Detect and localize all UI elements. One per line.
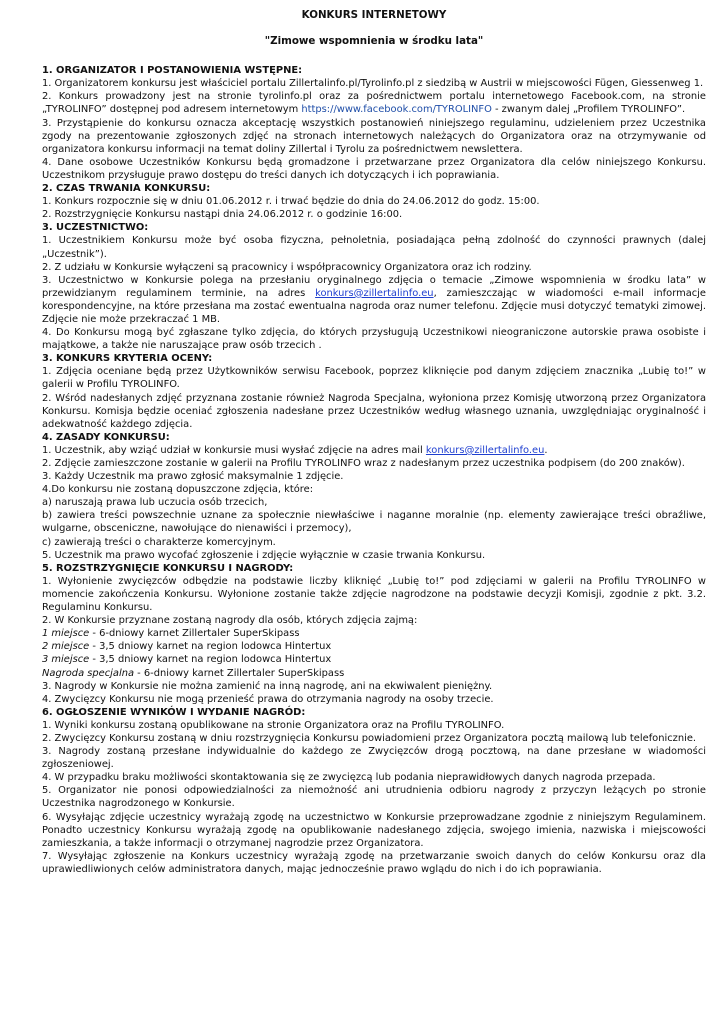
prize-place: 2 miejsce <box>42 641 90 653</box>
prize-place: 3 miejsce <box>42 654 90 666</box>
section-heading-results-prizes: 5. ROZSTRZYGNIĘCIE KONKURSU I NAGRODY: <box>42 562 294 574</box>
paragraph: 3. Przystąpienie do konkursu oznacza akceptację wszystkich postanowień niniejszego regulaminu, udzieleniem przez Uczestnika zgody na prezentowanie zgłoszonych zdjęć na stronach internetowych należących do Organizatora oraz na otrzymywanie od organizatora konkursu informacji na temat doliny Zillertal i Tyrolu za pośrednictwem newslettera. <box>42 117 706 155</box>
section-heading-announcement: 6. OGŁOSZENIE WYNIKÓW I WYDANIE NAGRÓD: <box>42 706 306 718</box>
paragraph: 1. Organizatorem konkursu jest właściciel portalu Zillertalinfo.pl/Tyrolinfo.pl z siedzibą w Austrii w miejscowości Fügen, Giessenweg 1. <box>42 78 704 90</box>
facebook-link[interactable]: https://www.facebook.com/TYROLINFO <box>301 104 492 116</box>
paragraph <box>42 90 706 116</box>
paragraph-text: 1. Uczestnik, aby wziąć udział w konkursie musi wysłać zdjęcie na adres mail <box>42 444 426 456</box>
paragraph-text: 2. Konkurs prowadzony jest na stronie tyrolinfo.pl oraz za pośrednictwem portalu internetowego Facebook.com, na stronie „TYROLINFO” dostępnej pod adresem internetowym <box>42 91 706 116</box>
paragraph-text: , zamieszczając w wiadomości e-mail informacje korespondencyjne, na które przesłana ma zostać ewentualna nagroda oraz numer telefonu. Zdjęcie musi dotyczyć tematyki zimowej. Zdjęcie nie może przekraczać 1 MB. <box>42 287 706 325</box>
paragraph: 5. Organizator nie ponosi odpowiedzialności za niemożność ani utrudnienia odbioru nagrody z przyczyn leżących po stronie Uczestnika nagrodzonego w Konkursie. <box>42 785 706 810</box>
paragraph: 1. Zdjęcia oceniane będą przez Użytkowników serwisu Facebook, poprzez kliknięcie pod danym zdjęciem znacznika „Lubię to!” w galerii w Profilu TYROLINFO. <box>42 366 706 391</box>
paragraph: 4. Do Konkursu mogą być zgłaszane tylko zdjęcia, do których przysługują Uczestnikowi nieograniczone autorskie prawa osobiste i majątkowe, a także nie naruszające praw osób trzecich . <box>42 327 706 352</box>
prize-desc: - 3,5 dniowy karnet na region lodowca Hintertux <box>89 654 332 666</box>
paragraph: 5. Uczestnik ma prawo wycofać zgłoszenie i zdjęcie wyłącznie w czasie trwania Konkursu. <box>42 549 486 561</box>
paragraph: 4. W przypadku braku możliwości skontaktowania się ze zwycięzcą lub podania nieprawidłowych danych nagroda przepada. <box>42 772 656 784</box>
paragraph: a) naruszają prawa lub uczucia osób trzecich, <box>42 497 268 509</box>
paragraph: 2. W Konkursie przyznane zostaną nagrody dla osób, których zdjęcia zajmą: <box>42 615 418 627</box>
paragraph: 4. Dane osobowe Uczestników Konkursu będą gromadzone i przetwarzane przez Organizatora dla celów niniejszego Konkursu. Uczestnikom przysługuje prawo dostępu do treści danych ich dotyczących i ich poprawiania. <box>42 156 706 181</box>
prize-place: 1 miejsce <box>42 628 90 640</box>
paragraph: 2. Zwycięzcy Konkursu zostaną w dniu rozstrzygnięcia Konkursu powiadomieni przez Organizatora pocztą mailową lub telefonicznie. <box>42 732 697 744</box>
paragraph: 4.Do konkursu nie zostaną dopuszczone zdjęcia, które: <box>42 484 314 496</box>
section-heading-criteria: 3. KONKURS KRYTERIA OCENY: <box>42 353 213 365</box>
paragraph: 2. Wśród nadesłanych zdjęć przyznana zostanie również Nagroda Specjalna, wyłoniona przez Komisję utworzoną przez Organizatora Konkursu. Komisja będzie oceniać zgłoszenia nadesłane przez Uczestników według własnego uznania, uwzględniając oryginalność i adekwatność każdego zdjęcia. <box>42 392 706 430</box>
paragraph: 6. Wysyłając zdjęcie uczestnicy wyrażają zgodę na uczestnictwo w Konkursie przeprowadzane zgodnie z niniejszym Regulaminem. Ponadto uczestnicy Konkursu wyrażają zgodę na opublikowanie nadesłanego zdjęcia, swojego imienia, nazwiska i miejscowości zamieszkania, a także informacji o otrzymanej nagrodzie przez Organizatora. <box>42 811 706 849</box>
section-heading-organizer: 1. ORGANIZATOR I POSTANOWIENIA WSTĘPNE: <box>42 65 303 77</box>
document-title: KONKURS INTERNETOWY <box>301 9 447 21</box>
paragraph: 3. Nagrody w Konkursie nie można zamienić na inną nagrodę, ani na ekwiwalent pieniężny. <box>42 680 493 692</box>
paragraph: c) zawierają treści o charakterze komercyjnym. <box>42 536 276 548</box>
paragraph <box>42 444 706 457</box>
section-heading-participation: 3. UCZESTNICTWO: <box>42 222 149 234</box>
section-heading-duration: 2. CZAS TRWANIA KONKURSU: <box>42 183 211 195</box>
paragraph: b) zawiera treści powszechnie uznane za społecznie niewłaściwe i naganne moralnie (np. elementy zawierające treści obraźliwe, wulgarne, obsceniczne, nawołujące do nienawiści i przemocy), <box>42 510 706 535</box>
paragraph: 3. Nagrody zostaną przesłane indywidualnie do każdego ze Zwycięzców drogą pocztową, na dane przesłane w wiadomości zgłoszeniowej. <box>42 746 706 771</box>
prize-desc: - 6-dniowy karnet Zillertaler SuperSkipass <box>89 628 300 640</box>
prize-place: Nagroda specjalna <box>42 667 135 679</box>
paragraph: 1. Wyłonienie zwycięzców odbędzie na podstawie liczby kliknięć „Lubię to!” pod zdjęciami w galerii na Profilu TYROLINFO w momencie zakończenia Konkursu. Wyłonione zostanie także zdjęcie nagrodzone na podstawie decyzji Komisji, zgodnie z pkt. 3.2. Regulaminu Konkursu. <box>42 575 706 614</box>
prize-item <box>42 640 706 653</box>
paragraph-text: - zwanym dalej „Profilem TYROLINFO”. <box>491 104 686 116</box>
paragraph: 4. Zwycięzcy Konkursu nie mogą przenieść prawa do otrzymania nagrody na osoby trzecie. <box>42 693 494 705</box>
prize-item <box>42 627 706 640</box>
paragraph: 3. Każdy Uczestnik ma prawo zgłosić maksymalnie 1 zdjęcie. <box>42 471 344 483</box>
paragraph: 7. Wysyłając zgłoszenie na Konkurs uczestnicy wyrażają zgodę na przetwarzanie swoich danych do celów Konkursu oraz dla uprawiedliwionych celów administratora danych, mając jednocześnie prawo wglądu do nich i do ich poprawiania. <box>42 850 706 875</box>
paragraph-text: . <box>544 444 548 456</box>
prize-item <box>42 653 706 666</box>
paragraph: 2. Z udziału w Konkursie wyłączeni są pracownicy i współpracownicy Organizatora oraz ich rodziny. <box>42 261 532 273</box>
prize-item <box>42 667 706 680</box>
section-heading-rules: 4. ZASADY KONKURSU: <box>42 431 170 443</box>
prize-desc: - 3,5 dniowy karnet na region lodowca Hintertux <box>89 641 332 653</box>
paragraph: 1. Uczestnikiem Konkursu może być osoba fizyczna, pełnoletnia, posiadająca pełną zdolność do czynności prawnych (dalej „Uczestnik”). <box>42 235 706 260</box>
document-subtitle: "Zimowe wspomnienia w środku lata" <box>264 35 484 48</box>
paragraph: 1. Wyniki konkursu zostaną opublikowane na stronie Organizatora oraz na Profilu TYROLINFO. <box>42 719 505 731</box>
paragraph: 2. Zdjęcie zamieszczone zostanie w galerii na Profilu TYROLINFO wraz z nadesłanym przez uczestnika podpisem (do 200 znaków). <box>42 458 685 469</box>
paragraph: 1. Konkurs rozpocznie się w dniu 01.06.2012 r. i trwać będzie do dnia do 24.06.2012 do godz. 15:00. <box>42 196 540 208</box>
paragraph-text: 3. Uczestnictwo w Konkursie polega na przesłaniu oryginalnego zdjęcia o temacie „Zimowe wspomnienia w środku lata” w przewidzianym regulaminem terminie, na adres <box>42 274 706 299</box>
paragraph <box>42 274 706 326</box>
email-link[interactable]: konkurs@zillertalinfo.eu <box>315 287 434 299</box>
email-link[interactable]: konkurs@zillertalinfo.eu <box>425 444 545 456</box>
paragraph: 2. Rozstrzygnięcie Konkursu nastąpi dnia 24.06.2012 r. o godzinie 16:00. <box>42 209 403 221</box>
prize-desc: - 6-dniowy karnet Zillertaler SuperSkipass <box>134 667 345 679</box>
